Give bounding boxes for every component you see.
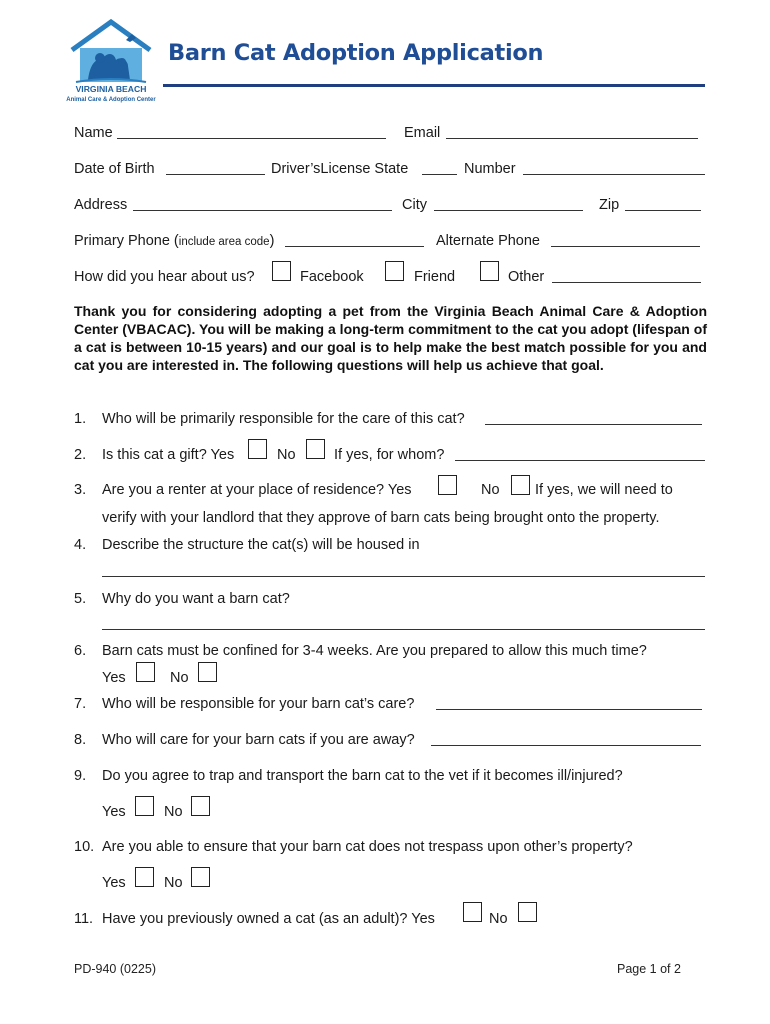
question-3-followup: If yes, we will need to — [535, 482, 673, 498]
other-label: Other — [508, 269, 545, 285]
svg-text:VIRGINIA BEACH: VIRGINIA BEACH — [75, 84, 147, 94]
alternate-phone-field[interactable] — [551, 246, 700, 247]
question-number: 9. — [74, 768, 87, 784]
question-number: 8. — [74, 732, 87, 748]
question-10-no-checkbox[interactable] — [191, 867, 210, 887]
question-2-yes-checkbox[interactable] — [248, 439, 267, 459]
question-9-yes-checkbox[interactable] — [135, 796, 154, 816]
question-number: 1. — [74, 411, 87, 427]
zip-label: Zip — [599, 197, 620, 213]
page-title: Barn Cat Adoption Application — [168, 40, 544, 66]
friend-checkbox[interactable] — [385, 261, 404, 281]
question-3-text: Are you a renter at your place of residence? Yes — [102, 482, 412, 498]
name-field[interactable] — [117, 138, 386, 139]
address-label: Address — [74, 197, 128, 213]
question-5-field[interactable] — [102, 629, 705, 630]
question-number: 5. — [74, 591, 87, 607]
question-number: 2. — [74, 447, 87, 463]
email-field[interactable] — [446, 138, 698, 139]
city-field[interactable] — [434, 210, 583, 211]
question-11-text: Have you previously owned a cat (as an adult)? Yes — [102, 911, 435, 927]
question-3-no-checkbox[interactable] — [511, 475, 530, 495]
license-state-field[interactable] — [422, 174, 457, 175]
primary-phone-field[interactable] — [285, 246, 424, 247]
question-6-yes-checkbox[interactable] — [136, 662, 155, 682]
question-11-yes-checkbox[interactable] — [463, 902, 482, 922]
license-state-label: Driver’sLicense State — [271, 161, 409, 177]
question-6-text: Barn cats must be confined for 3-4 weeks. Are you prepared to allow this much time? — [102, 643, 647, 659]
question-number: 6. — [74, 643, 87, 659]
question-number: 3. — [74, 482, 87, 498]
question-2-no-label: No — [277, 447, 296, 463]
hear-about-label: How did you hear about us? — [74, 269, 255, 285]
question-number: 7. — [74, 696, 87, 712]
question-9-text: Do you agree to trap and transport the barn cat to the vet if it becomes ill/injured? — [102, 768, 623, 784]
question-10-yes-label: Yes — [102, 875, 126, 891]
facebook-checkbox[interactable] — [272, 261, 291, 281]
other-checkbox[interactable] — [480, 261, 499, 281]
question-3-continuation: verify with your landlord that they approve of barn cats being brought onto the property. — [102, 510, 660, 526]
license-number-field[interactable] — [523, 174, 705, 175]
facebook-label: Facebook — [300, 269, 364, 285]
question-4-field[interactable] — [102, 576, 705, 577]
friend-label: Friend — [414, 269, 456, 285]
zip-field[interactable] — [625, 210, 701, 211]
dob-label: Date of Birth — [74, 161, 155, 177]
question-10-yes-checkbox[interactable] — [135, 867, 154, 887]
question-number: 4. — [74, 537, 87, 553]
question-4-text: Describe the structure the cat(s) will be housed in — [102, 537, 420, 553]
question-8-text: Who will care for your barn cats if you are away? — [102, 732, 415, 748]
question-6-yes-label: Yes — [102, 670, 126, 686]
other-field[interactable] — [552, 282, 701, 283]
svg-text:Animal Care & Adoption Center: Animal Care & Adoption Center — [66, 97, 156, 103]
vbacac-logo — [66, 16, 156, 104]
question-8-field[interactable] — [431, 745, 701, 746]
question-2-text: Is this cat a gift? Yes — [102, 447, 235, 463]
question-9-no-checkbox[interactable] — [191, 796, 210, 816]
question-2-field[interactable] — [455, 460, 705, 461]
intro-paragraph: Thank you for considering adopting a pet from the Virginia Beach Animal Care & Adoption Center (VBACAC). You will be making a long-term commitment to the cat you adopt (lifespan of a cat is between 10-15 years) and our goal is to help make the best match possible for you and cat you are interested in. The following questions will help us achieve that goal. — [74, 303, 707, 373]
question-number: 10. — [74, 839, 95, 855]
title-divider — [163, 84, 705, 87]
question-6-no-label: No — [170, 670, 189, 686]
page-number: Page 1 of 2 — [617, 962, 681, 976]
dob-field[interactable] — [166, 174, 265, 175]
question-number: 11. — [74, 911, 94, 927]
question-7-field[interactable] — [436, 709, 702, 710]
question-2-no-checkbox[interactable] — [306, 439, 325, 459]
question-3-no-label: No — [481, 482, 500, 498]
question-1-text: Who will be primarily responsible for the care of this cat? — [102, 411, 465, 427]
question-6-no-checkbox[interactable] — [198, 662, 217, 682]
question-11-no-label: No — [489, 911, 508, 927]
address-field[interactable] — [133, 210, 392, 211]
question-1-field[interactable] — [485, 424, 702, 425]
question-10-no-label: No — [164, 875, 183, 891]
license-number-label: Number — [464, 161, 516, 177]
question-9-yes-label: Yes — [102, 804, 126, 820]
form-code: PD-940 (0225) — [74, 962, 156, 976]
question-7-text: Who will be responsible for your barn cat’s care? — [102, 696, 415, 712]
email-label: Email — [404, 125, 441, 141]
city-label: City — [402, 197, 427, 213]
question-3-yes-checkbox[interactable] — [438, 475, 457, 495]
primary-phone-label: Primary Phone (include area code) — [74, 233, 275, 249]
name-label: Name — [74, 125, 113, 141]
question-9-no-label: No — [164, 804, 183, 820]
question-10-text: Are you able to ensure that your barn cat does not trespass upon other’s property? — [102, 839, 633, 855]
question-5-text: Why do you want a barn cat? — [102, 591, 290, 607]
question-11-no-checkbox[interactable] — [518, 902, 537, 922]
alternate-phone-label: Alternate Phone — [436, 233, 540, 249]
question-2-followup: If yes, for whom? — [334, 447, 445, 463]
